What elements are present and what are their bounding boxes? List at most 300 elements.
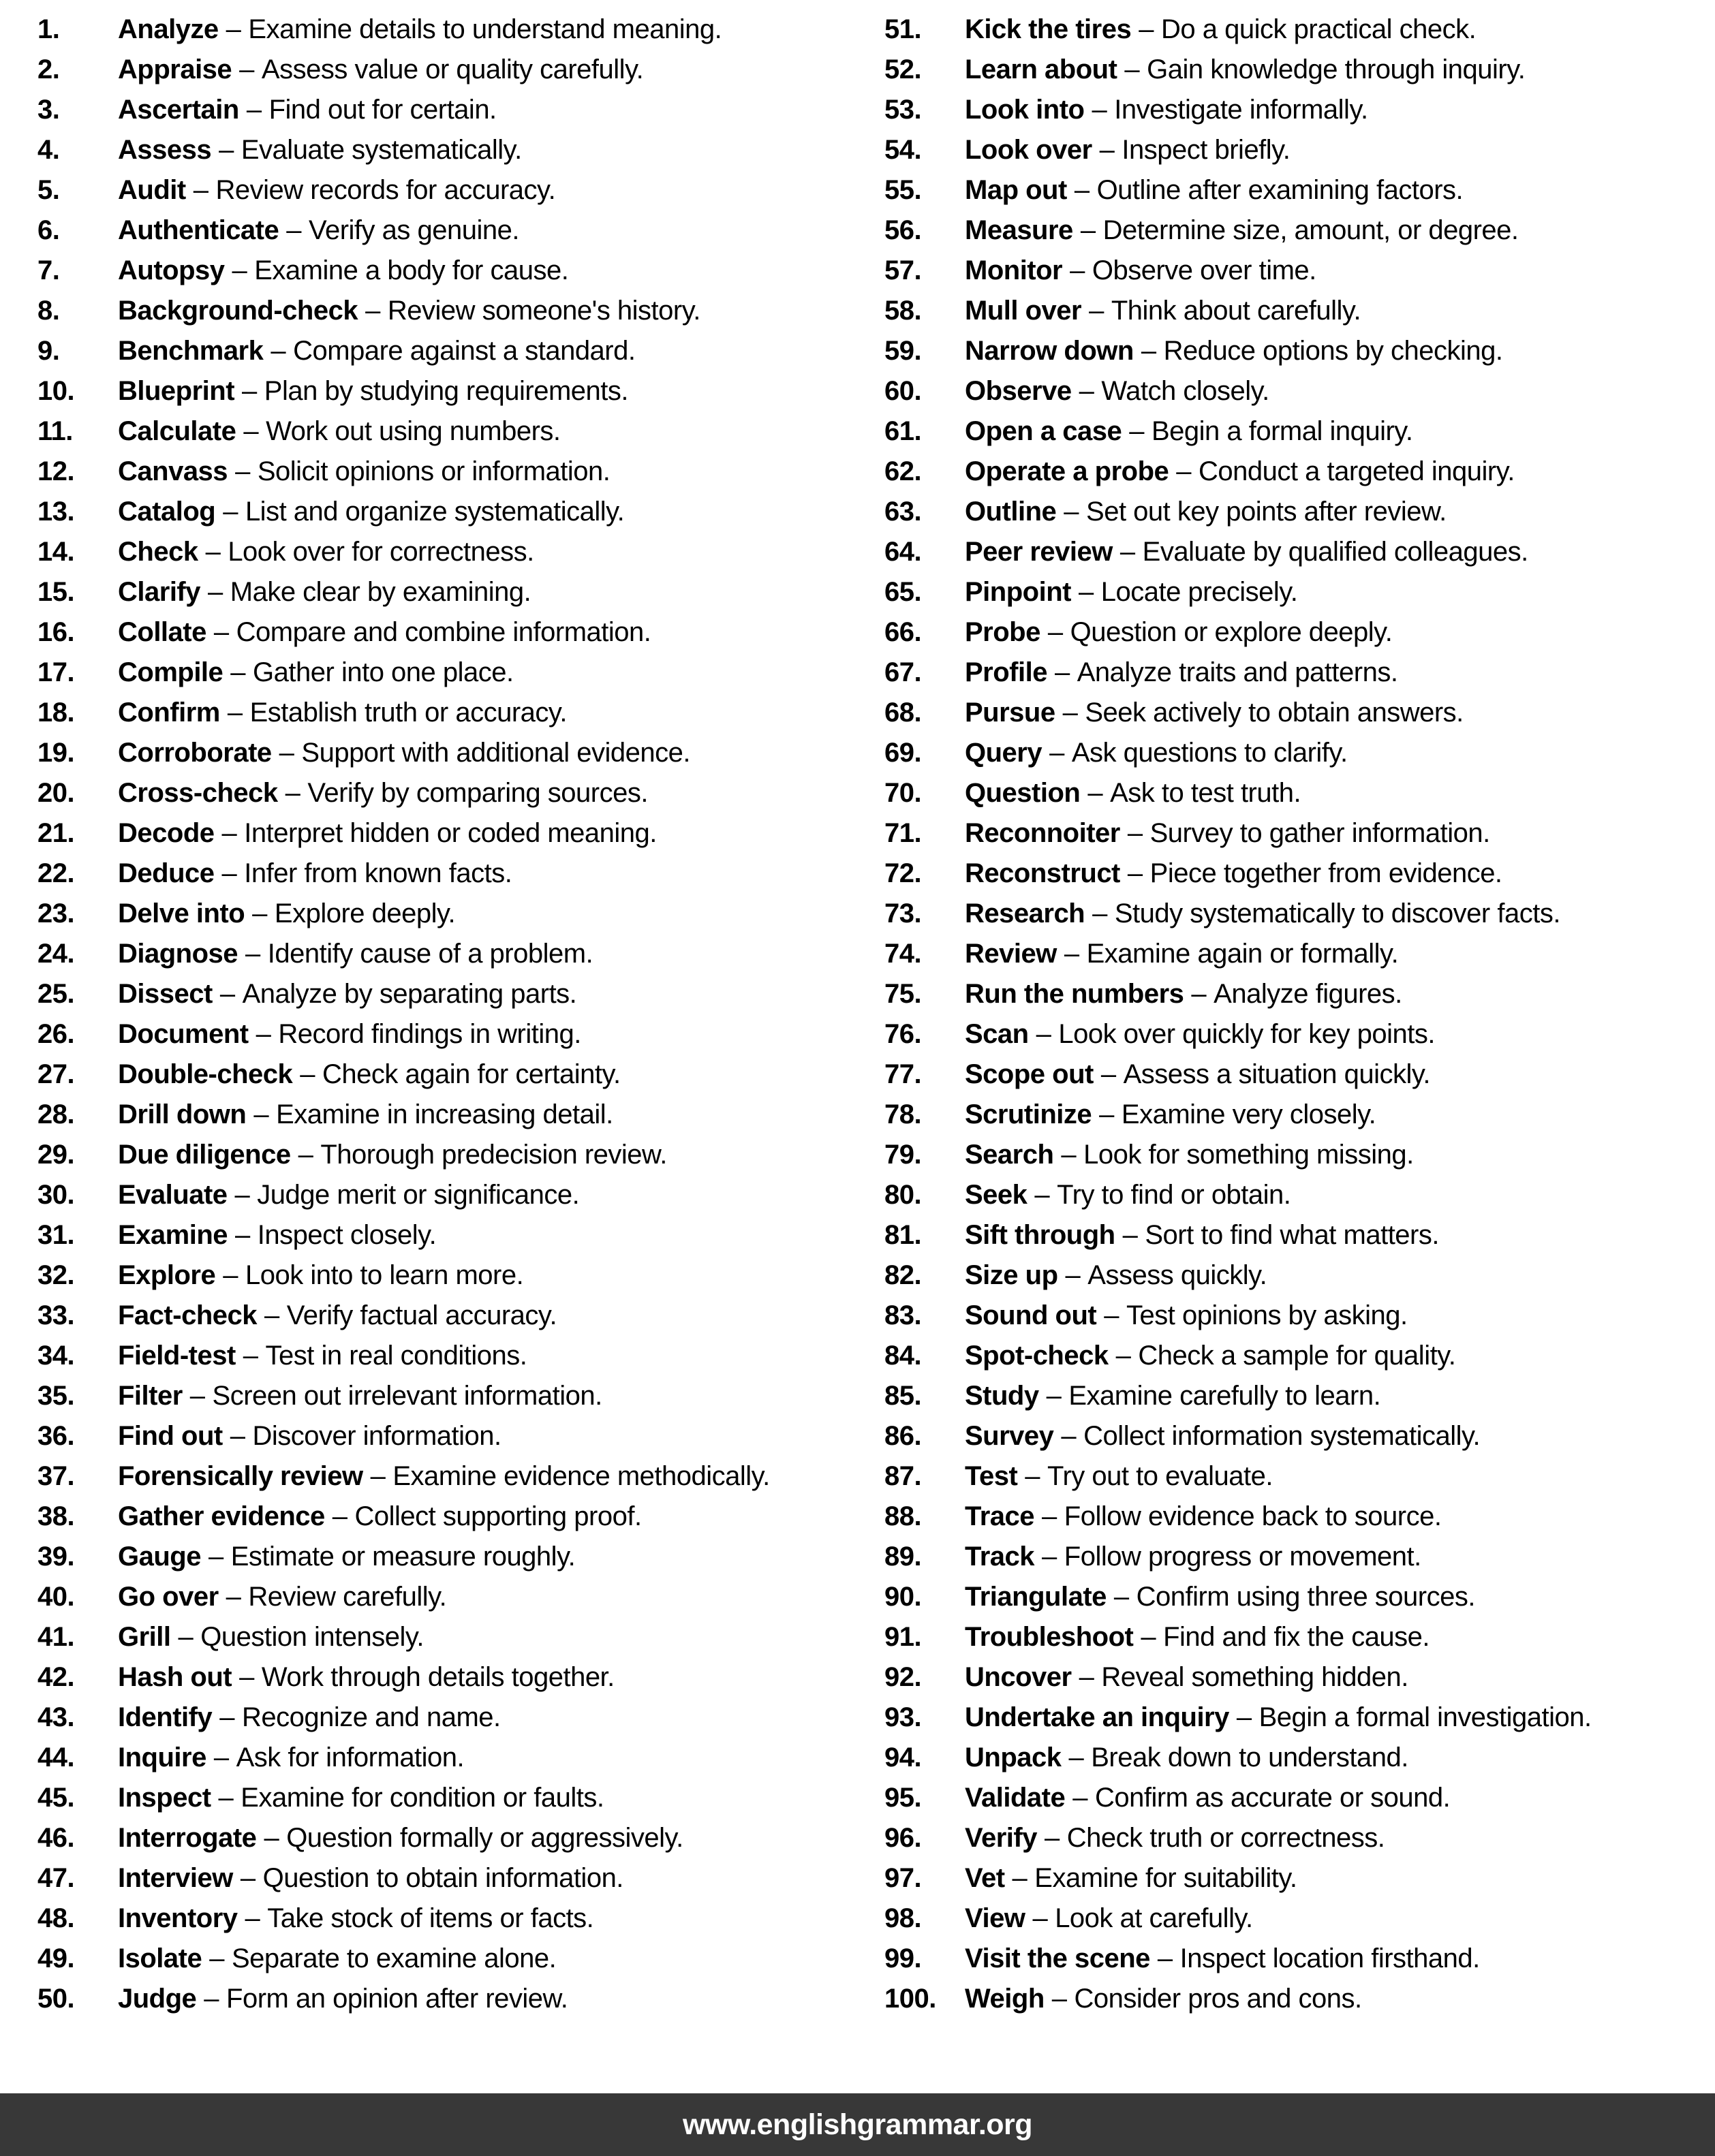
item-definition: Gain knowledge through inquiry. — [1147, 54, 1526, 84]
item-text — [965, 1783, 1450, 1812]
item-number: 50. — [37, 1984, 75, 2014]
item-text — [965, 337, 1503, 365]
list-item — [37, 1181, 857, 1209]
item-term: Identify — [118, 1702, 213, 1732]
item-definition: Test in real conditions. — [265, 1341, 527, 1371]
item-text — [118, 176, 555, 204]
item-number: 84. — [884, 1341, 922, 1371]
item-text — [118, 859, 512, 888]
list-item — [884, 1462, 1714, 1490]
item-term: Judge — [118, 1984, 197, 2014]
list-item — [37, 537, 857, 566]
item-number: 61. — [884, 416, 922, 446]
item-number: 96. — [884, 1823, 922, 1853]
item-separator: – — [230, 657, 246, 687]
item-text — [965, 1824, 1385, 1852]
item-separator: – — [1078, 577, 1094, 607]
item-number: 79. — [884, 1140, 922, 1170]
item-number: 98. — [884, 1903, 922, 1933]
item-number: 87. — [884, 1461, 922, 1491]
list-item — [37, 55, 857, 84]
item-separator: – — [1046, 1381, 1062, 1411]
list-item — [884, 176, 1714, 204]
item-separator: – — [239, 54, 254, 84]
item-text — [965, 457, 1515, 486]
item-definition: Survey to gather information. — [1149, 818, 1490, 848]
item-text — [118, 377, 628, 405]
item-separator: – — [332, 1501, 347, 1531]
item-separator: – — [243, 1341, 258, 1371]
item-separator: – — [1139, 14, 1154, 44]
item-definition: Verify factual accuracy. — [286, 1300, 557, 1330]
item-separator: – — [1099, 135, 1115, 165]
item-term: Filter — [118, 1381, 183, 1411]
item-number: 99. — [884, 1943, 922, 1973]
item-definition: Ask for information. — [236, 1743, 465, 1772]
item-definition: Examine for condition or faults. — [241, 1783, 604, 1813]
item-term: Study — [965, 1381, 1039, 1411]
item-separator: – — [245, 1903, 260, 1933]
item-definition: Assess quickly. — [1087, 1260, 1267, 1290]
list-item — [884, 537, 1714, 566]
item-definition: Form an opinion after review. — [226, 1984, 568, 2014]
list-item — [884, 1341, 1714, 1370]
item-term: Fact-check — [118, 1300, 257, 1330]
item-definition: Verify as genuine. — [309, 215, 519, 245]
item-number: 71. — [884, 818, 922, 848]
item-number: 63. — [884, 497, 922, 527]
item-definition: Try to find or obtain. — [1057, 1180, 1291, 1210]
list-item — [37, 618, 857, 646]
item-number: 46. — [37, 1823, 75, 1853]
item-term: Check — [118, 537, 198, 567]
list-item — [37, 1904, 857, 1933]
list-item — [884, 296, 1714, 325]
list-item — [884, 779, 1714, 807]
item-number: 31. — [37, 1220, 75, 1250]
item-term: Calculate — [118, 416, 236, 446]
item-number: 48. — [37, 1903, 75, 1933]
item-separator: – — [232, 255, 247, 285]
list-item — [884, 1261, 1714, 1290]
item-number: 92. — [884, 1662, 922, 1692]
item-separator: – — [1025, 1461, 1040, 1491]
item-term: Field-test — [118, 1341, 236, 1371]
item-number: 54. — [884, 135, 922, 165]
list-item — [884, 1542, 1714, 1571]
item-text — [965, 1301, 1408, 1330]
item-number: 36. — [37, 1421, 75, 1451]
item-number: 2. — [37, 54, 60, 84]
item-number: 23. — [37, 899, 75, 928]
item-definition: Look over quickly for key points. — [1058, 1019, 1436, 1049]
item-term: Diagnose — [118, 939, 238, 969]
item-definition: Piece together from evidence. — [1149, 858, 1502, 888]
item-number: 91. — [884, 1622, 922, 1652]
item-term: Autopsy — [118, 255, 225, 285]
item-number: 100. — [884, 1984, 936, 2014]
item-term: Evaluate — [118, 1180, 228, 1210]
item-number: 33. — [37, 1300, 75, 1330]
item-text — [118, 1140, 667, 1169]
item-separator: – — [234, 1180, 250, 1210]
item-separator: – — [243, 416, 259, 446]
item-term: Visit the scene — [965, 1943, 1150, 1973]
item-number: 7. — [37, 255, 60, 285]
item-text — [118, 578, 531, 606]
item-text — [118, 1502, 642, 1531]
list-item — [37, 819, 857, 847]
item-text — [965, 497, 1447, 526]
item-separator: – — [1061, 1421, 1077, 1451]
item-separator: – — [235, 1220, 250, 1250]
list-item — [884, 497, 1714, 526]
item-number: 11. — [37, 416, 73, 446]
item-text — [965, 1020, 1435, 1048]
item-definition: Discover information. — [252, 1421, 501, 1451]
list-item — [37, 1944, 857, 1973]
list-item — [884, 1060, 1714, 1089]
item-text — [965, 1864, 1297, 1892]
item-number: 81. — [884, 1220, 922, 1250]
item-number: 55. — [884, 175, 922, 205]
item-separator: – — [1072, 1783, 1087, 1813]
item-definition: Conduct a targeted inquiry. — [1199, 456, 1515, 486]
item-definition: Review someone's history. — [387, 296, 700, 326]
item-text — [965, 256, 1316, 285]
list-item — [884, 1783, 1714, 1812]
list-item — [37, 497, 857, 526]
item-number: 69. — [884, 738, 922, 768]
list-item — [37, 1864, 857, 1892]
item-separator: – — [213, 617, 229, 647]
list-item — [884, 1381, 1714, 1410]
list-item — [37, 859, 857, 888]
item-text — [118, 1904, 593, 1933]
item-separator: – — [365, 296, 380, 326]
item-text — [118, 497, 624, 526]
item-term: Explore — [118, 1260, 216, 1290]
item-definition: Check a sample for quality. — [1138, 1341, 1456, 1371]
item-separator: – — [1191, 979, 1207, 1009]
item-definition: Follow evidence back to source. — [1064, 1501, 1442, 1531]
item-text — [965, 1060, 1430, 1089]
item-separator: – — [1100, 1059, 1116, 1089]
item-definition: Reveal something hidden. — [1101, 1662, 1408, 1692]
item-separator: – — [230, 1421, 245, 1451]
item-separator: – — [253, 1099, 269, 1129]
item-text — [118, 1743, 464, 1772]
item-definition: Set out key points after review. — [1086, 497, 1447, 527]
item-separator: – — [1032, 1903, 1048, 1933]
list-item — [37, 176, 857, 204]
footer-bar — [0, 2093, 1715, 2156]
list-item — [884, 1703, 1714, 1732]
item-term: Background-check — [118, 296, 358, 326]
item-number: 24. — [37, 939, 75, 969]
item-separator: – — [1070, 255, 1085, 285]
item-number: 6. — [37, 215, 60, 245]
list-item — [884, 1140, 1714, 1169]
item-term: Probe — [965, 617, 1040, 647]
item-term: Profile — [965, 657, 1047, 687]
item-separator: – — [209, 1943, 224, 1973]
item-definition: Find and fix the cause. — [1163, 1622, 1430, 1652]
item-term: Inquire — [118, 1743, 206, 1772]
item-term: Sound out — [965, 1300, 1097, 1330]
item-text — [965, 1542, 1421, 1571]
item-term: Triangulate — [965, 1582, 1107, 1612]
item-separator: – — [1036, 1019, 1051, 1049]
item-text — [118, 1984, 568, 2013]
item-separator: – — [279, 738, 294, 768]
item-term: Track — [965, 1542, 1035, 1572]
item-definition: Evaluate by qualified colleagues. — [1142, 537, 1528, 567]
item-text — [965, 859, 1502, 888]
item-number: 66. — [884, 617, 922, 647]
list-item — [37, 1301, 857, 1330]
item-text — [118, 658, 514, 687]
item-term: Survey — [965, 1421, 1054, 1451]
item-number: 78. — [884, 1099, 922, 1129]
item-text — [965, 1422, 1480, 1450]
item-separator: – — [193, 175, 208, 205]
list-item — [37, 1502, 857, 1531]
item-term: Look over — [965, 135, 1092, 165]
item-term: Collate — [118, 617, 206, 647]
item-number: 28. — [37, 1099, 75, 1129]
item-definition: Ask questions to clarify. — [1071, 738, 1348, 768]
item-term: Seek — [965, 1180, 1028, 1210]
item-separator: – — [213, 1743, 229, 1772]
list-item — [884, 658, 1714, 687]
item-number: 5. — [37, 175, 60, 205]
item-separator: – — [1080, 215, 1096, 245]
item-definition: Screen out irrelevant information. — [212, 1381, 602, 1411]
item-definition: Look into to learn more. — [245, 1260, 524, 1290]
item-term: Compile — [118, 657, 223, 687]
item-text — [965, 899, 1560, 928]
item-definition: Inspect closely. — [257, 1220, 437, 1250]
item-text — [118, 1381, 602, 1410]
item-term: Document — [118, 1019, 249, 1049]
list-item — [37, 1703, 857, 1732]
item-term: Reconstruct — [965, 858, 1120, 888]
item-separator: – — [204, 1984, 219, 2014]
item-separator: – — [205, 537, 221, 567]
item-definition: Examine evidence methodically. — [392, 1461, 770, 1491]
item-term: Size up — [965, 1260, 1058, 1290]
item-text — [965, 779, 1301, 807]
item-separator: – — [223, 497, 238, 527]
item-separator: – — [1092, 95, 1107, 125]
item-definition: Collect information systematically. — [1083, 1421, 1481, 1451]
item-separator: – — [1054, 657, 1070, 687]
item-definition: List and organize systematically. — [245, 497, 625, 527]
item-term: Map out — [965, 175, 1067, 205]
item-text — [118, 1020, 581, 1048]
list-item — [37, 1140, 857, 1169]
item-number: 51. — [884, 14, 922, 44]
item-number: 35. — [37, 1381, 75, 1411]
item-term: Double-check — [118, 1059, 293, 1089]
item-separator: – — [252, 899, 267, 928]
item-separator: – — [1061, 1140, 1077, 1170]
item-separator: – — [227, 698, 243, 728]
item-text — [965, 1381, 1380, 1410]
item-number: 59. — [884, 336, 922, 366]
item-text — [118, 1824, 683, 1852]
item-text — [118, 1542, 575, 1571]
item-number: 3. — [37, 95, 60, 125]
list-item — [884, 738, 1714, 767]
item-definition: Infer from known facts. — [244, 858, 512, 888]
item-text — [965, 537, 1528, 566]
item-separator: – — [1129, 416, 1144, 446]
item-text — [965, 1904, 1253, 1933]
item-separator: – — [1119, 537, 1135, 567]
item-term: Find out — [118, 1421, 223, 1451]
item-term: Outline — [965, 497, 1057, 527]
item-text — [118, 1623, 424, 1651]
item-term: Benchmark — [118, 336, 264, 366]
item-term: Grill — [118, 1622, 171, 1652]
item-term: Troubleshoot — [965, 1622, 1134, 1652]
item-separator: – — [1236, 1702, 1252, 1732]
item-text — [965, 1100, 1376, 1129]
item-separator: – — [286, 215, 301, 245]
item-term: Appraise — [118, 54, 232, 84]
item-term: Weigh — [965, 1984, 1045, 2014]
list-item — [37, 658, 857, 687]
list-item — [884, 1181, 1714, 1209]
item-text — [118, 15, 722, 44]
item-text — [965, 176, 1463, 204]
list-item — [884, 1422, 1714, 1450]
item-separator: – — [235, 456, 250, 486]
item-text — [965, 55, 1525, 84]
item-separator: – — [1074, 175, 1090, 205]
item-number: 39. — [37, 1542, 75, 1572]
item-definition: Inspect location firsthand. — [1179, 1943, 1480, 1973]
item-definition: Estimate or measure roughly. — [230, 1542, 576, 1572]
item-separator: – — [1176, 456, 1192, 486]
item-term: Authenticate — [118, 215, 279, 245]
item-number: 93. — [884, 1702, 922, 1732]
item-number: 94. — [884, 1743, 922, 1772]
item-definition: Check again for certainty. — [322, 1059, 621, 1089]
item-term: Run the numbers — [965, 979, 1184, 1009]
item-separator: – — [1042, 1501, 1057, 1531]
item-definition: Look at carefully. — [1055, 1903, 1253, 1933]
item-number: 16. — [37, 617, 75, 647]
list-item — [884, 1984, 1714, 2013]
list-item — [884, 95, 1714, 124]
item-number: 67. — [884, 657, 922, 687]
item-term: Question — [965, 778, 1081, 808]
item-definition: Inspect briefly. — [1122, 135, 1291, 165]
item-definition: Investigate informally. — [1114, 95, 1368, 125]
item-separator: – — [1064, 939, 1079, 969]
item-term: View — [965, 1903, 1025, 1933]
item-definition: Check truth or correctness. — [1066, 1823, 1385, 1853]
list-item — [37, 457, 857, 486]
item-term: Mull over — [965, 296, 1082, 326]
item-separator: – — [256, 1019, 271, 1049]
item-text — [965, 1502, 1441, 1531]
list-item — [884, 859, 1714, 888]
item-definition: Try out to evaluate. — [1047, 1461, 1273, 1491]
item-term: Undertake an inquiry — [965, 1702, 1229, 1732]
item-term: Delve into — [118, 899, 245, 928]
item-term: Dissect — [118, 979, 213, 1009]
item-definition: Record findings in writing. — [278, 1019, 581, 1049]
item-definition: Begin a formal investigation. — [1258, 1702, 1592, 1732]
item-definition: Study systematically to discover facts. — [1114, 899, 1560, 928]
list-item — [884, 1864, 1714, 1892]
item-definition: Support with additional evidence. — [301, 738, 690, 768]
item-definition: Solicit opinions or information. — [257, 456, 611, 486]
item-separator: – — [1127, 858, 1143, 888]
item-number: 9. — [37, 336, 60, 366]
list-item — [884, 1301, 1714, 1330]
item-text — [118, 1341, 527, 1370]
item-text — [118, 1663, 615, 1691]
list-item — [37, 1261, 857, 1290]
item-definition: Observe over time. — [1092, 255, 1316, 285]
item-separator: – — [1122, 1220, 1138, 1250]
item-separator: – — [1012, 1863, 1028, 1893]
item-definition: Follow progress or movement. — [1064, 1542, 1421, 1572]
item-term: Scan — [965, 1019, 1029, 1049]
item-separator: – — [219, 979, 235, 1009]
list-item — [37, 1743, 857, 1772]
list-item — [37, 1542, 857, 1571]
item-text — [965, 15, 1476, 44]
item-term: Uncover — [965, 1662, 1072, 1692]
item-text — [118, 136, 522, 164]
item-definition: Question or explore deeply. — [1070, 617, 1393, 647]
list-item — [37, 1341, 857, 1370]
item-number: 70. — [884, 778, 922, 808]
item-separator: – — [208, 1542, 223, 1572]
item-separator: – — [298, 1140, 313, 1170]
item-definition: Evaluate systematically. — [241, 135, 522, 165]
item-separator: – — [1079, 376, 1094, 406]
item-term: Audit — [118, 175, 186, 205]
list-item — [884, 15, 1714, 44]
item-text — [118, 537, 534, 566]
item-definition: Seek actively to obtain answers. — [1085, 698, 1464, 728]
item-separator: – — [1141, 336, 1156, 366]
item-number: 40. — [37, 1582, 75, 1612]
item-number: 56. — [884, 215, 922, 245]
item-number: 64. — [884, 537, 922, 567]
item-text — [118, 738, 690, 767]
item-term: Unpack — [965, 1743, 1062, 1772]
item-definition: Analyze by separating parts. — [242, 979, 577, 1009]
item-text — [965, 939, 1398, 968]
list-item — [37, 1462, 857, 1490]
item-separator: – — [1087, 778, 1103, 808]
list-item — [37, 216, 857, 245]
item-number: 68. — [884, 698, 922, 728]
item-definition: Plan by studying requirements. — [264, 376, 628, 406]
list-item — [37, 256, 857, 285]
item-definition: Begin a formal inquiry. — [1151, 416, 1413, 446]
list-item — [37, 939, 857, 968]
list-item — [884, 618, 1714, 646]
